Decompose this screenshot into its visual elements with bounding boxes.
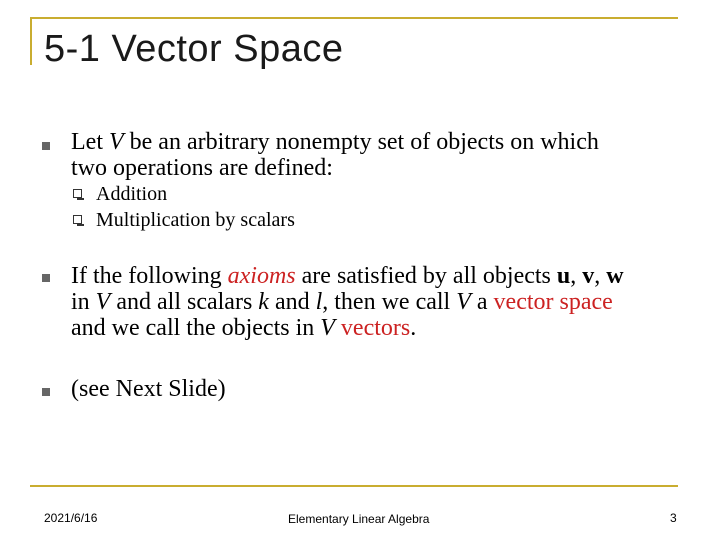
- bullet2-line2: in V and all scalars k and l, then we call V a vector space: [71, 289, 613, 315]
- bullet-square-icon: [42, 274, 50, 282]
- sub-bullet-icon: [73, 215, 82, 224]
- bullet2-line3: and we call the objects in V vectors.: [71, 315, 417, 341]
- bullet1-line2: two operations are defined:: [71, 155, 333, 181]
- footer-date: 2021/6/16: [44, 511, 98, 525]
- top-rule: [30, 17, 678, 19]
- bullet1-line1: Let V be an arbitrary nonempty set of objects on which: [71, 129, 599, 155]
- footer-title: Elementary Linear Algebra: [288, 512, 430, 526]
- bullet-square-icon: [42, 388, 50, 396]
- bottom-rule: [30, 485, 678, 487]
- slide-title: 5-1 Vector Space: [44, 28, 344, 70]
- page-number: 3: [670, 511, 677, 525]
- left-rule: [30, 17, 32, 65]
- subitem-addition: Addition: [96, 183, 168, 205]
- bullet3-text: (see Next Slide): [71, 376, 226, 402]
- subitem-multiplication: Multiplication by scalars: [96, 209, 295, 231]
- bullet-square-icon: [42, 142, 50, 150]
- sub-bullet-icon: [73, 189, 82, 198]
- bullet2-line1: If the following axioms are satisfied by all objects u, v, w: [71, 263, 624, 289]
